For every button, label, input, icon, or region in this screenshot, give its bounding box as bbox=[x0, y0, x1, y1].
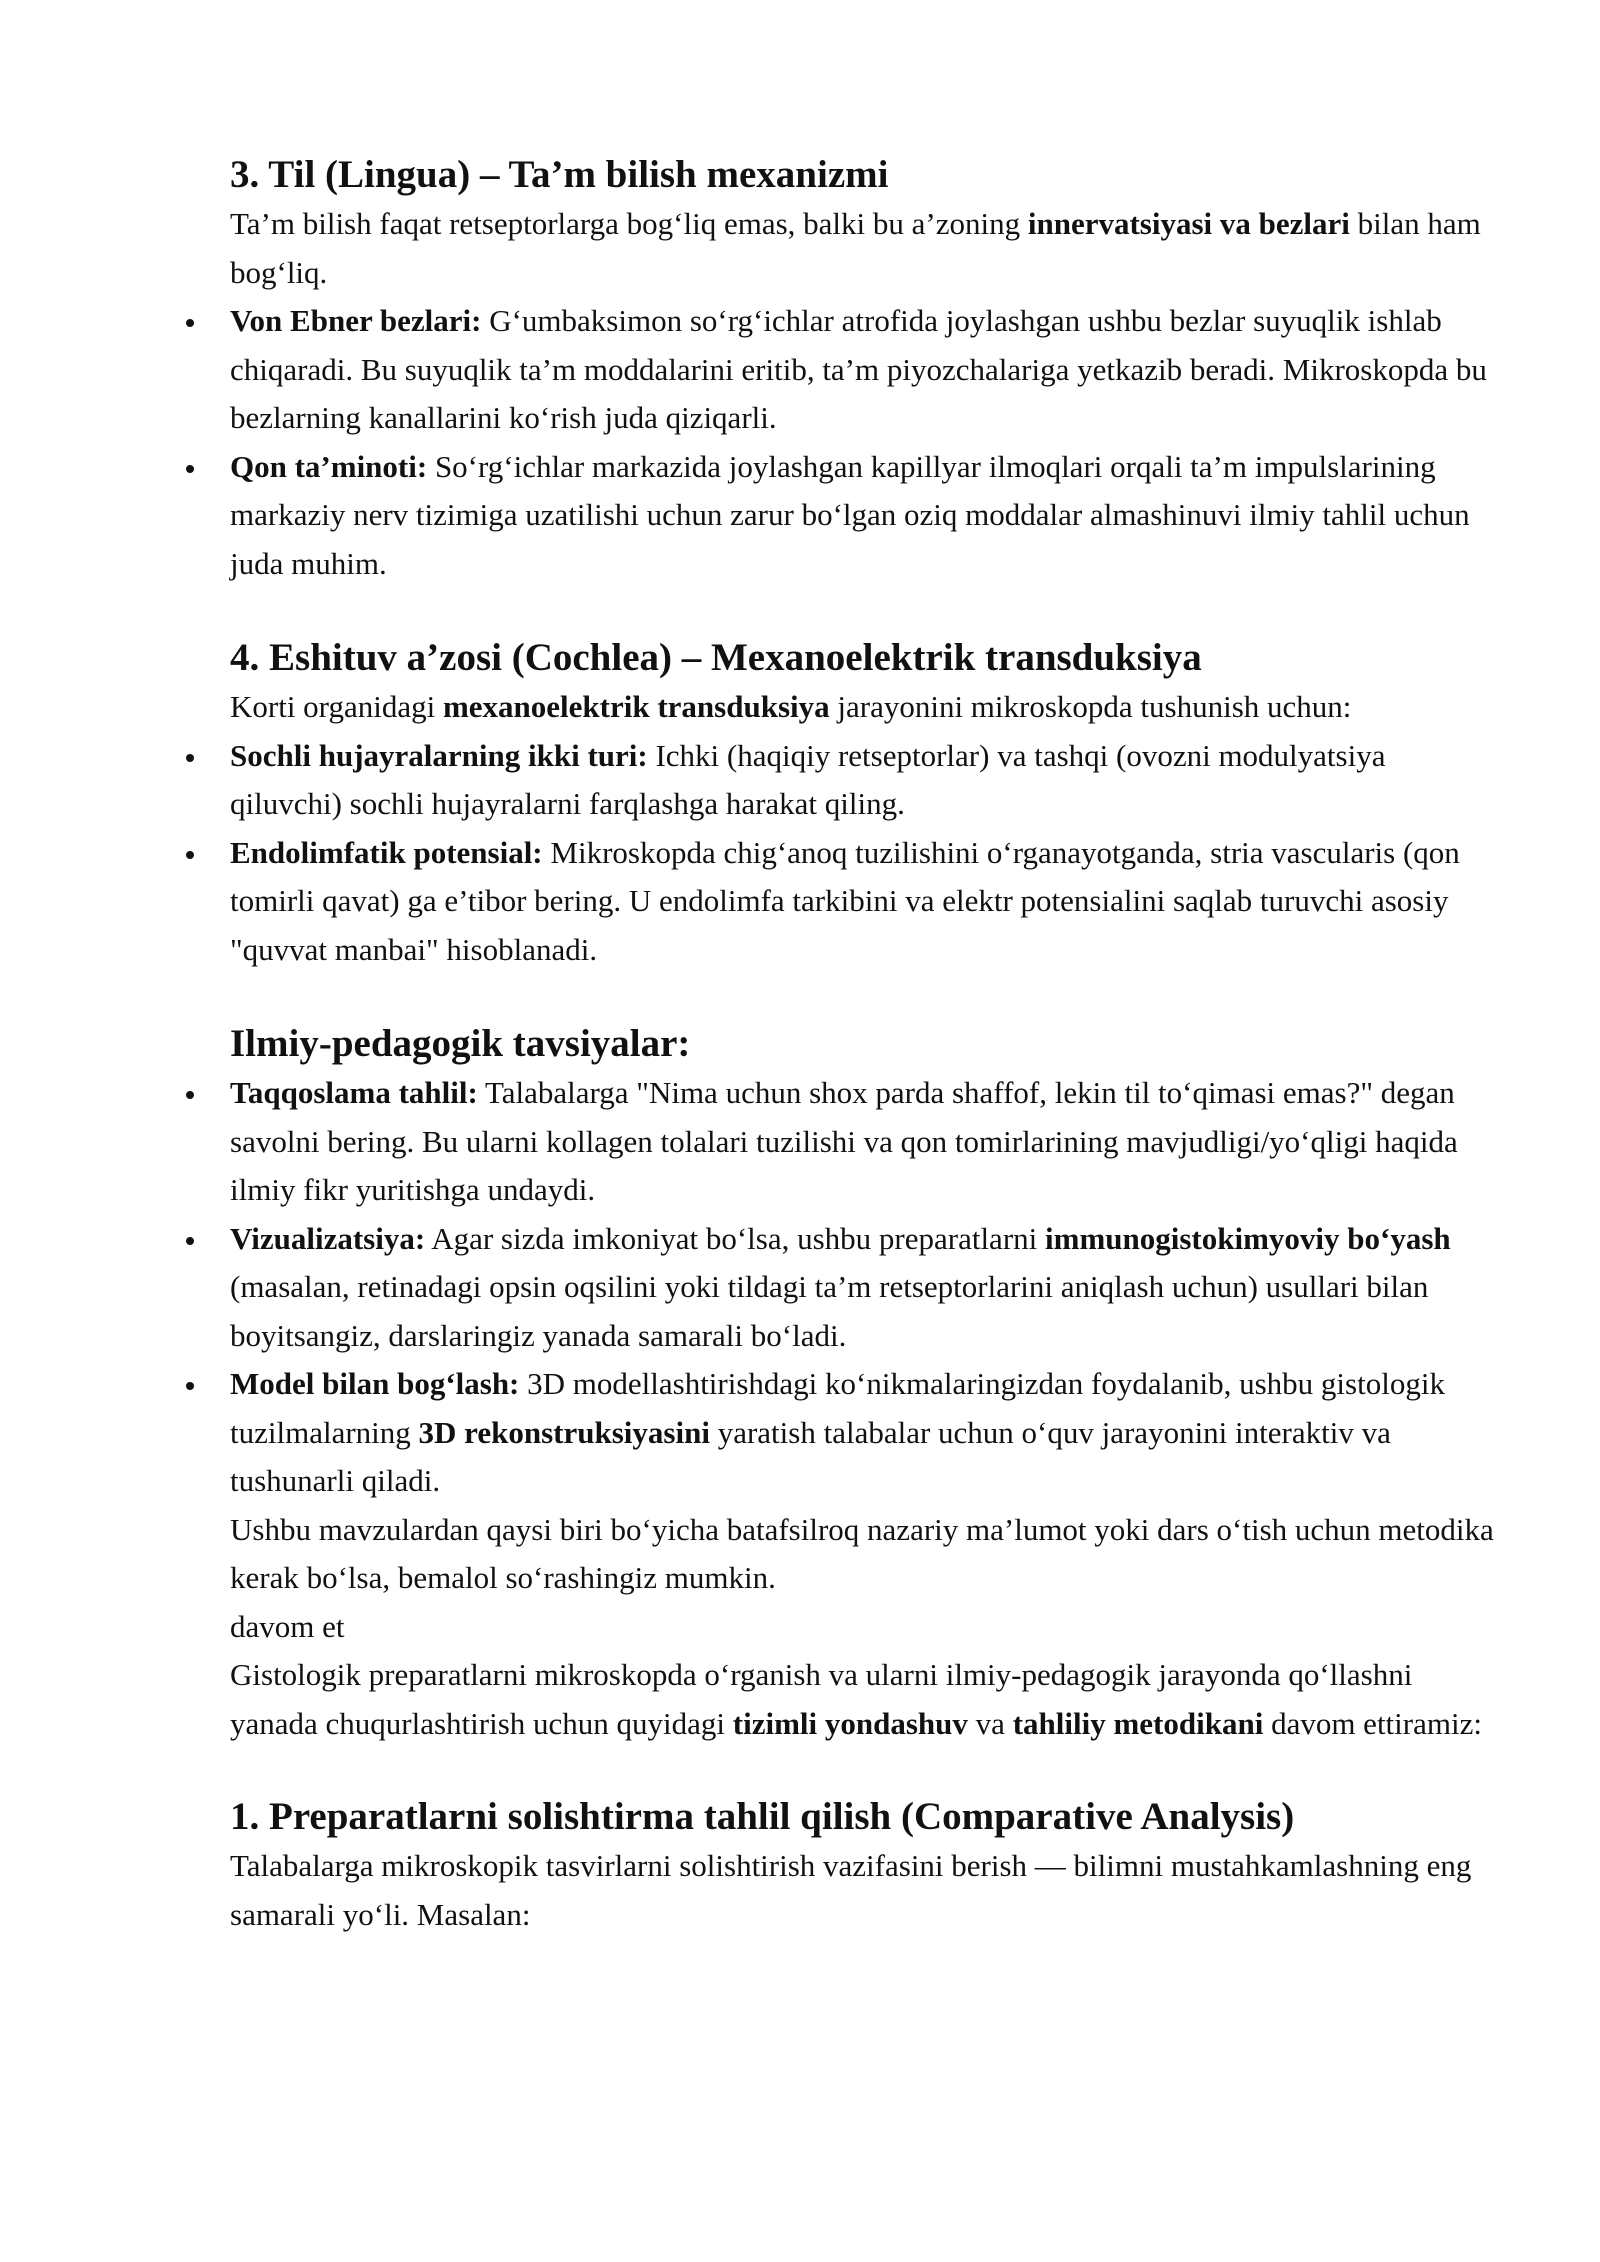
list-item-text: Mikroskopda chig‘anoq tuzilishini o‘rganayotganda, stria vascularis (qon tomirli qavat) ga e’tibor bering. U endolimfa tarkibini va elektr potensialini saqlab turuvchi asosiy "quvvat manbai" hisoblanadi. bbox=[230, 834, 1460, 967]
list-item-text: So‘rg‘ichlar markazida joylashgan kapillyar ilmoqlari orqali ta’m impulslarining markaziy nerv tizimiga uzatilishi uchun zarur bo‘lgan oziq moddalar almashinuvi ilmiy tahlil uchun juda muhim. bbox=[230, 448, 1470, 581]
list-item-term: Model bilan bog‘lash: bbox=[230, 1366, 520, 1401]
list-item-model bbox=[230, 1360, 1500, 1506]
list-item-text: G‘umbaksimon so‘rg‘ichlar atrofida joylashgan ushbu bezlar suyuqlik ishlab chiqaradi. Bu suyuqlik ta’m moddalarini eritib, ta’m piyozchalariga yetkazib beradi. Mikroskopda bu bezlarning kanallarini ko‘rish juda qiziqarli. bbox=[230, 303, 1487, 435]
list-item-term: Sochli hujayralarning ikki turi: bbox=[230, 737, 648, 773]
section-3-intro bbox=[230, 200, 1500, 297]
intro-text: Korti organidagi bbox=[230, 689, 443, 724]
intro-text: bilan ham bog‘liq. bbox=[230, 206, 1481, 290]
list-item-text: (masalan, retinadagi opsin oqsilini yoki tildagi ta’m retseptorlarini aniqlash uchun) usullari bilan boyitsangiz, darslaringiz yanada samarali bo‘ladi. bbox=[230, 1269, 1429, 1353]
document-content bbox=[230, 150, 1500, 1939]
list-item-bold: immunogistokimyoviy bo‘yash bbox=[1045, 1220, 1451, 1256]
continuation-paragraph bbox=[230, 1651, 1500, 1748]
section-4-list bbox=[230, 732, 1500, 975]
intro-text: jarayonini mikroskopda tushunish uchun: bbox=[829, 689, 1352, 724]
list-item-text: Ichki (haqiqiy retseptorlar) va tashqi (ovozni modulyatsiya qiluvchi) sochli hujayralarni farqlashga harakat qiling. bbox=[230, 737, 1386, 821]
section-3-list bbox=[230, 297, 1500, 588]
list-item-text: 3D modellashtirishdagi ko‘nikmalaringizdan foydalanib, ushbu gistologik tuzilmalarning bbox=[230, 1366, 1445, 1450]
continue-prompt: davom et bbox=[230, 1608, 345, 1644]
list-item-term: Qon ta’minoti: bbox=[230, 448, 428, 484]
list-item-blood-supply bbox=[230, 443, 1500, 589]
list-item-term: Vizualizatsiya: bbox=[230, 1220, 426, 1256]
list-item-endolymphatic bbox=[230, 829, 1500, 975]
list-item-bold: 3D rekonstruksiyasini bbox=[418, 1414, 710, 1450]
section-1-intro: Talabalarga mikroskopik tasvirlarni solishtirish vazifasini berish — bilimni mustahkamlashning eng samarali yo‘li. Masalan: bbox=[230, 1848, 1472, 1932]
paragraph-text: va bbox=[967, 1705, 1013, 1741]
section-4-heading: 4. Eshituv a’zosi (Cochlea) – Mexanoelektrik transduksiya bbox=[230, 636, 1202, 679]
paragraph-bold: tizimli yondashuv bbox=[732, 1705, 968, 1741]
intro-bold: mexanoelektrik transduksiya bbox=[442, 689, 830, 724]
list-item-text: Talabalarga "Nima uchun shox parda shaffof, lekin til to‘qimasi emas?" degan savolni bering. Bu ularni kollagen tolalari tuzilishi va qon tomirlarining mavjudligi/yo‘qligi haqida ilmiy fikr yuritishga undaydi. bbox=[230, 1075, 1458, 1207]
paragraph-text: Gistologik preparatlarni mikroskopda o‘rganish va ularni ilmiy-pedagogik jarayonda qo‘llashni yanada chuqurlashtirish uchun quyidagi bbox=[230, 1657, 1413, 1741]
intro-text: Ta’m bilish faqat retseptorlarga bog‘liq emas, balki bu a’zoning bbox=[230, 206, 1028, 241]
closing-paragraph: Ushbu mavzulardan qaysi biri bo‘yicha batafsilroq nazariy ma’lumot yoki dars o‘tish uchun metodika kerak bo‘lsa, bemalol so‘rashingiz mumkin. bbox=[230, 1511, 1494, 1595]
list-item-hair-cells bbox=[230, 732, 1500, 829]
list-item-visualization bbox=[230, 1215, 1500, 1361]
paragraph-text: davom ettiramiz: bbox=[1263, 1705, 1482, 1741]
section-3-heading: 3. Til (Lingua) – Ta’m bilish mexanizmi bbox=[230, 153, 889, 196]
recommendations-list bbox=[230, 1069, 1500, 1506]
list-item-term: Von Ebner bezlari: bbox=[230, 303, 482, 338]
list-item-text: Agar sizda imkoniyat bo‘lsa, ushbu preparatlarni bbox=[425, 1220, 1046, 1256]
list-item-term: Taqqoslama tahlil: bbox=[230, 1075, 478, 1110]
list-item-term: Endolimfatik potensial: bbox=[230, 834, 543, 870]
paragraph-bold: tahliliy metodikani bbox=[1012, 1705, 1264, 1741]
section-4-intro bbox=[230, 683, 1500, 732]
list-item-text: yaratish talabalar uchun o‘quv jarayonini interaktiv va tushunarli qiladi. bbox=[230, 1414, 1391, 1498]
list-item-comparison bbox=[230, 1069, 1500, 1215]
section-1-heading: 1. Preparatlarni solishtirma tahlil qilish (Comparative Analysis) bbox=[230, 1795, 1295, 1838]
list-item-von-ebner bbox=[230, 297, 1500, 443]
recommendations-heading: Ilmiy-pedagogik tavsiyalar: bbox=[230, 1022, 691, 1065]
intro-bold: innervatsiyasi va bezlari bbox=[1027, 206, 1350, 241]
